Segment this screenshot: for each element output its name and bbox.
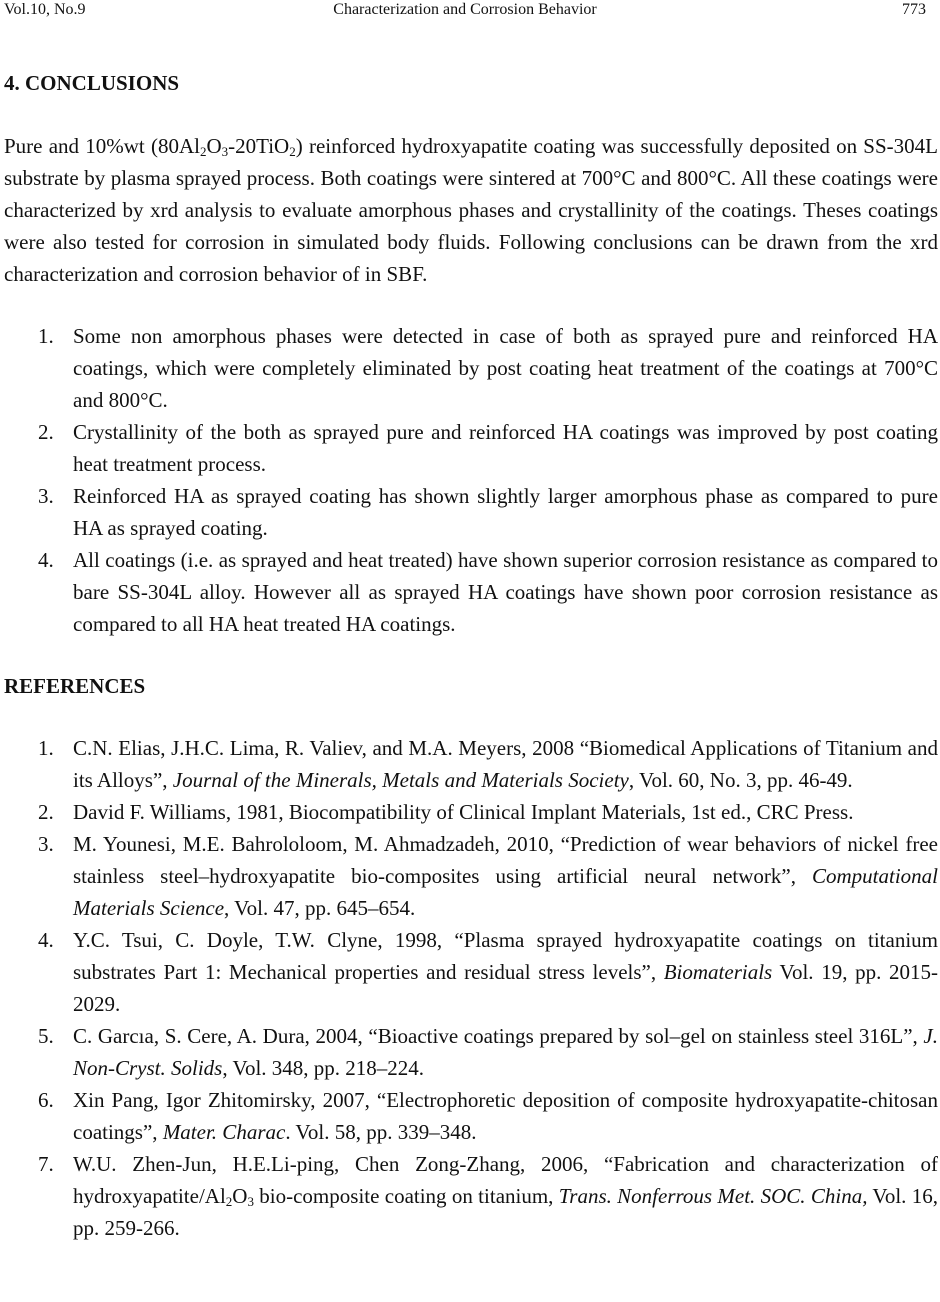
subscript: 2 <box>225 1194 233 1209</box>
conclusions-list <box>4 320 938 640</box>
running-title: Characterization and Corrosion Behavior <box>333 1 597 18</box>
reference-text: Y.C. Tsui, C. Doyle, T.W. Clyne, 1998, “Plasma sprayed hydroxyapatite coatings on titanium substrates Part 1: Mechanical properties and residual stress levels”, <box>73 928 938 984</box>
journal-name: Computational Materials Science <box>73 864 938 920</box>
list-item-text: Some non amorphous phases were detected in case of both as sprayed pure and reinforced HA coatings, which were completely eliminated by post coating heat treatment of the coatings at 700°C and 800°C. <box>73 324 938 412</box>
subscript: 3 <box>247 1194 254 1209</box>
journal-name: Trans. Nonferrous Met. SOC. China, <box>558 1184 868 1208</box>
page-number: 773 <box>902 1 926 18</box>
running-header <box>4 0 926 24</box>
reference-item <box>4 1084 938 1148</box>
reference-item <box>4 796 938 828</box>
reference-text: O <box>232 1184 248 1208</box>
subscript: 3 <box>221 144 229 159</box>
references-heading: REFERENCES <box>4 674 146 698</box>
reference-item <box>4 732 938 796</box>
list-number: 4. <box>38 548 54 572</box>
reference-text: Vol. 19, pp. 2015-2029. <box>73 960 938 1016</box>
reference-text: Vol. 16, pp. 259-266. <box>73 1184 938 1240</box>
reference-text: M. Younesi, M.E. Bahrololoom, M. Ahmadzadeh, 2010, “Prediction of wear behaviors of nickel free stainless steel–hydroxyapatite bio-composites using artificial neural network”, <box>73 832 938 888</box>
list-item <box>4 320 938 416</box>
intro-text: O <box>206 134 222 158</box>
journal-name: Journal of the Minerals, Metals and Materials Society <box>172 768 629 792</box>
journal-name: Mater. Charac <box>162 1120 286 1144</box>
reference-text: Xin Pang, Igor Zhitomirsky, 2007, “Electrophoretic deposition of composite hydroxyapatite-chitosan coatings”, <box>73 1088 938 1144</box>
reference-number: 6. <box>38 1088 54 1112</box>
list-number: 1. <box>38 324 54 348</box>
reference-item <box>4 1148 938 1244</box>
references-list <box>4 732 938 1244</box>
reference-number: 4. <box>38 928 54 952</box>
intro-text: -20TiO <box>228 134 290 158</box>
subscript: 2 <box>199 144 207 159</box>
intro-text: ) reinforced hydroxyapatite coating was successfully deposited on SS-304L substrate by plasma sprayed process. Both coatings were sintered at 700°C and 800°C. All these coatings were characterized by xrd analysis to evaluate amorphous phases and crystallinity of the coatings. Theses coatings were also tested for corrosion in simulated body fluids. Following conclusions can be drawn from the xrd characterization and corrosion behavior of in SBF. <box>4 134 938 286</box>
reference-text: , Vol. 348, pp. 218–224. <box>222 1056 425 1080</box>
conclusions-heading: 4. CONCLUSIONS <box>4 71 180 95</box>
journal-name: Biomaterials <box>663 960 773 984</box>
reference-item <box>4 828 938 924</box>
reference-item <box>4 924 938 1020</box>
list-item-text: All coatings (i.e. as sprayed and heat treated) have shown superior corrosion resistance as compared to bare SS-304L alloy. However all as sprayed HA coatings have shown poor corrosion resistance as compared to all HA heat treated HA coatings. <box>73 548 938 636</box>
reference-text: W.U. Zhen-Jun, H.E.Li-ping, Chen Zong-Zhang, 2006, “Fabrication and characterization of hydroxyapatite/Al <box>73 1152 938 1208</box>
journal-name: J. Non-Cryst. Solids <box>73 1024 938 1080</box>
reference-number: 1. <box>38 736 54 760</box>
intro-text: Pure and 10%wt (80Al <box>4 134 200 158</box>
reference-text: . Vol. 58, pp. 339–348. <box>285 1120 477 1144</box>
reference-text: , Vol. 47, pp. 645–654. <box>224 896 416 920</box>
reference-text: C. Garcıa, S. Cere, A. Dura, 2004, “Bioactive coatings prepared by sol–gel on stainless steel 316L”, <box>73 1024 924 1048</box>
list-item-text: Reinforced HA as sprayed coating has shown slightly larger amorphous phase as compared to pure HA as sprayed coating. <box>73 484 938 540</box>
list-item <box>4 544 938 640</box>
conclusions-intro-paragraph <box>4 130 938 290</box>
list-number: 3. <box>38 484 54 508</box>
subscript: 2 <box>289 144 296 159</box>
reference-number: 2. <box>38 800 54 824</box>
reference-text: bio-composite coating on titanium, <box>253 1184 559 1208</box>
list-number: 2. <box>38 420 54 444</box>
volume-issue: Vol.10, No.9 <box>4 1 86 18</box>
list-item <box>4 416 938 480</box>
list-item <box>4 480 938 544</box>
reference-item <box>4 1020 938 1084</box>
list-item-text: Crystallinity of the both as sprayed pure and reinforced HA coatings was improved by post coating heat treatment process. <box>73 420 938 476</box>
reference-number: 7. <box>38 1152 54 1176</box>
reference-text: David F. Williams, 1981, Biocompatibility of Clinical Implant Materials, 1st ed., CRC Press. <box>73 800 854 824</box>
reference-number: 5. <box>38 1024 54 1048</box>
reference-text: C.N. Elias, J.H.C. Lima, R. Valiev, and M.A. Meyers, 2008 “Biomedical Applications of Titanium and its Alloys”, <box>73 736 938 792</box>
reference-text: , Vol. 60, No. 3, pp. 46-49. <box>628 768 853 792</box>
reference-number: 3. <box>38 832 54 856</box>
